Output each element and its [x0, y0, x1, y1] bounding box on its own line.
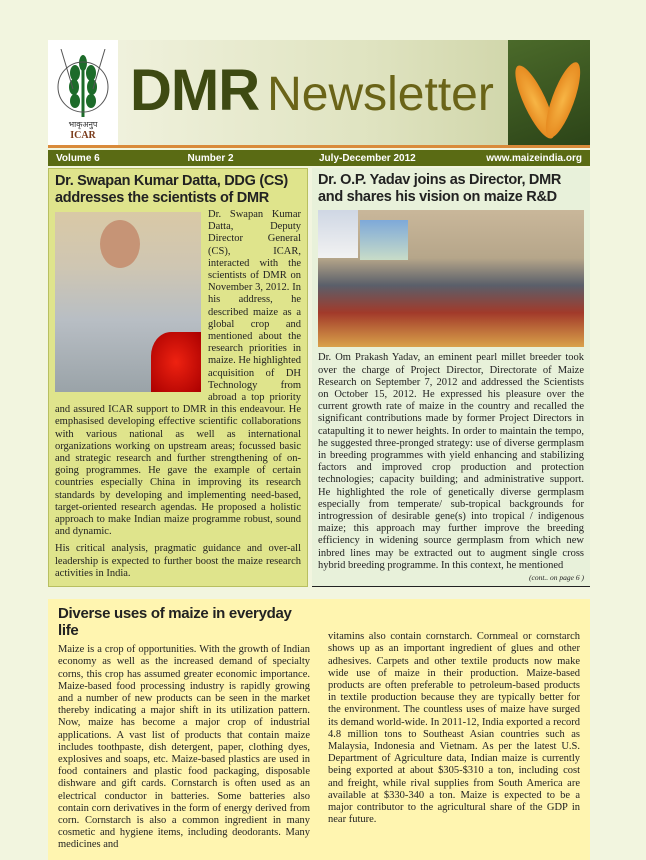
article-datta [48, 168, 308, 587]
continued-note: (cont.. on page 6 ) [529, 573, 584, 583]
issue-info-bar [48, 150, 590, 166]
maize-cobs-image [508, 40, 590, 145]
wheat-emblem-icon [55, 49, 111, 119]
article-maize-uses [48, 599, 590, 859]
article-maize-uses-headline: Diverse uses of maize in everyday life [58, 605, 292, 640]
article-datta-body: Dr. Swapan Kumar Datta, Deputy Director General (CS), ICAR, interacted with the scientists of DMR on November 3, 2012. In his address, he described maize as a global crop and mentioned about the research priorities in maize. He highlighted acquisition of DH Technology from abroad a top priority and assured ICAR support to DMR in this endeavour. He emphasised developing effective scientific collaborations with various national as well as international organizations working on upstream areas; focussed basic and strategic research and further strengthening of on-going programmes. He gave the example of certain countries especially China in improving its research standards by developing and implementing need-based, target-oriented research agendas. He proposed a holistic approach to make Indian maize programme robust, sound and dynamic. [55, 209, 302, 538]
issue-number: Number 2 [187, 152, 234, 164]
article-maize-uses-col2: vitamins also contain cornstarch. Cornmeal or cornstarch shows up as an important ingredient of glues and other adhesives. Carpets and other textile products now make wide use of maize in their production. Maize-based products are often preferable to petroleum-based products in textile production because they are typically better for the environment. The countless uses of maize have surged its demand world-wide. In 2011-12, India exported a record 4.8 million tons to Southeast Asian countries such as Malaysia, Indonesia and Vietnam. As per the latest U.S. Department of Agriculture data, Indian maize is currently being exported at about $305-$310 a ton, including cost and freight, while rival supplies from South America are available at $330-340 a ton. Maize is expected to be a major contributor to the agricultural share of the GDP in near future. [328, 631, 580, 826]
icar-logo [48, 40, 118, 145]
newsletter-title [130, 58, 494, 123]
article-maize-uses-col1: Maize is a crop of opportunities. With the growth of Indian economy as well as the increased demand of specialty corns, this crop has assumed greater economic importance. Maize-based food processing industry is rapidly growing and a number of new products can be seen in the market thereby indicating a major shift in its utilization pattern. Now, maize has become a major crop of industrial applications. A vast list of products that contain maize includes toothpaste, dish detergent, paper, clothing dyes, explosives and soaps, etc. Maize-based plastics are used in food containers and plastic food packaging, disposable dishware and gift cards. Cornstarch is often used as an electrical conductor in batteries. Some batteries also contain corn derivatives in the form of energy derived from corn. Cornstarch is also a common ingredient in many cosmetic and hygiene items, including deodorants. Many medicines and [58, 644, 310, 851]
content-area [48, 168, 590, 860]
article-datta-headline: Dr. Swapan Kumar Datta, DDG (CS) addresses the scientists of DMR [55, 173, 288, 206]
datta-photo [55, 212, 201, 392]
volume: Volume 6 [56, 152, 100, 164]
meeting-photo [318, 210, 584, 347]
article-yadav-headline: Dr. O.P. Yadav joins as Director, DMR and shares his vision on maize R&D [318, 172, 562, 205]
article-yadav [312, 168, 590, 587]
title-newsletter: Newsletter [267, 68, 494, 121]
logo-hindi-text: भाकृअनुप [68, 120, 98, 129]
title-dmr: DMR [130, 58, 260, 123]
website-link[interactable]: www.maizeindia.org [486, 152, 582, 164]
article-datta-body-2: His critical analysis, pragmatic guidance and over-all leadership is expected to further boost the maize research activities in India. [55, 543, 301, 579]
masthead [48, 40, 590, 148]
issue-period: July-December 2012 [319, 152, 416, 164]
logo-icar-text: ICAR [70, 130, 96, 141]
article-yadav-body: Dr. Om Prakash Yadav, an eminent pearl millet breeder took over the charge of Project Director, Directorate of Maize Research on September 7, 2012 and addressed the Scientists on October 15, 2012. He expressed his pleasure over the current growth rate of maize in the country and recalled the significant contributions made by former Project Directors in catapulting it to newer heights. In order to maintain the tempo, he suggested three-pronged strategy: use of diverse germplasm in breeding programmes with yield enhancing and stabilizing factors and improved crop production and protection technologies; capacity building; and administrative support. He highlighted the role of genetically diverse germplasm especially from temperate/ sub-tropical backgrounds for introgression of desirable gene(s) into tropical / indigenous maize; this approach may further improve the breeding efficiency in widening source germplasm from which new inbred lines may be extracted out to augment single cross hybrid breeding programme. In this context, he mentioned [318, 352, 584, 571]
yadav-portrait-inset [318, 210, 358, 258]
